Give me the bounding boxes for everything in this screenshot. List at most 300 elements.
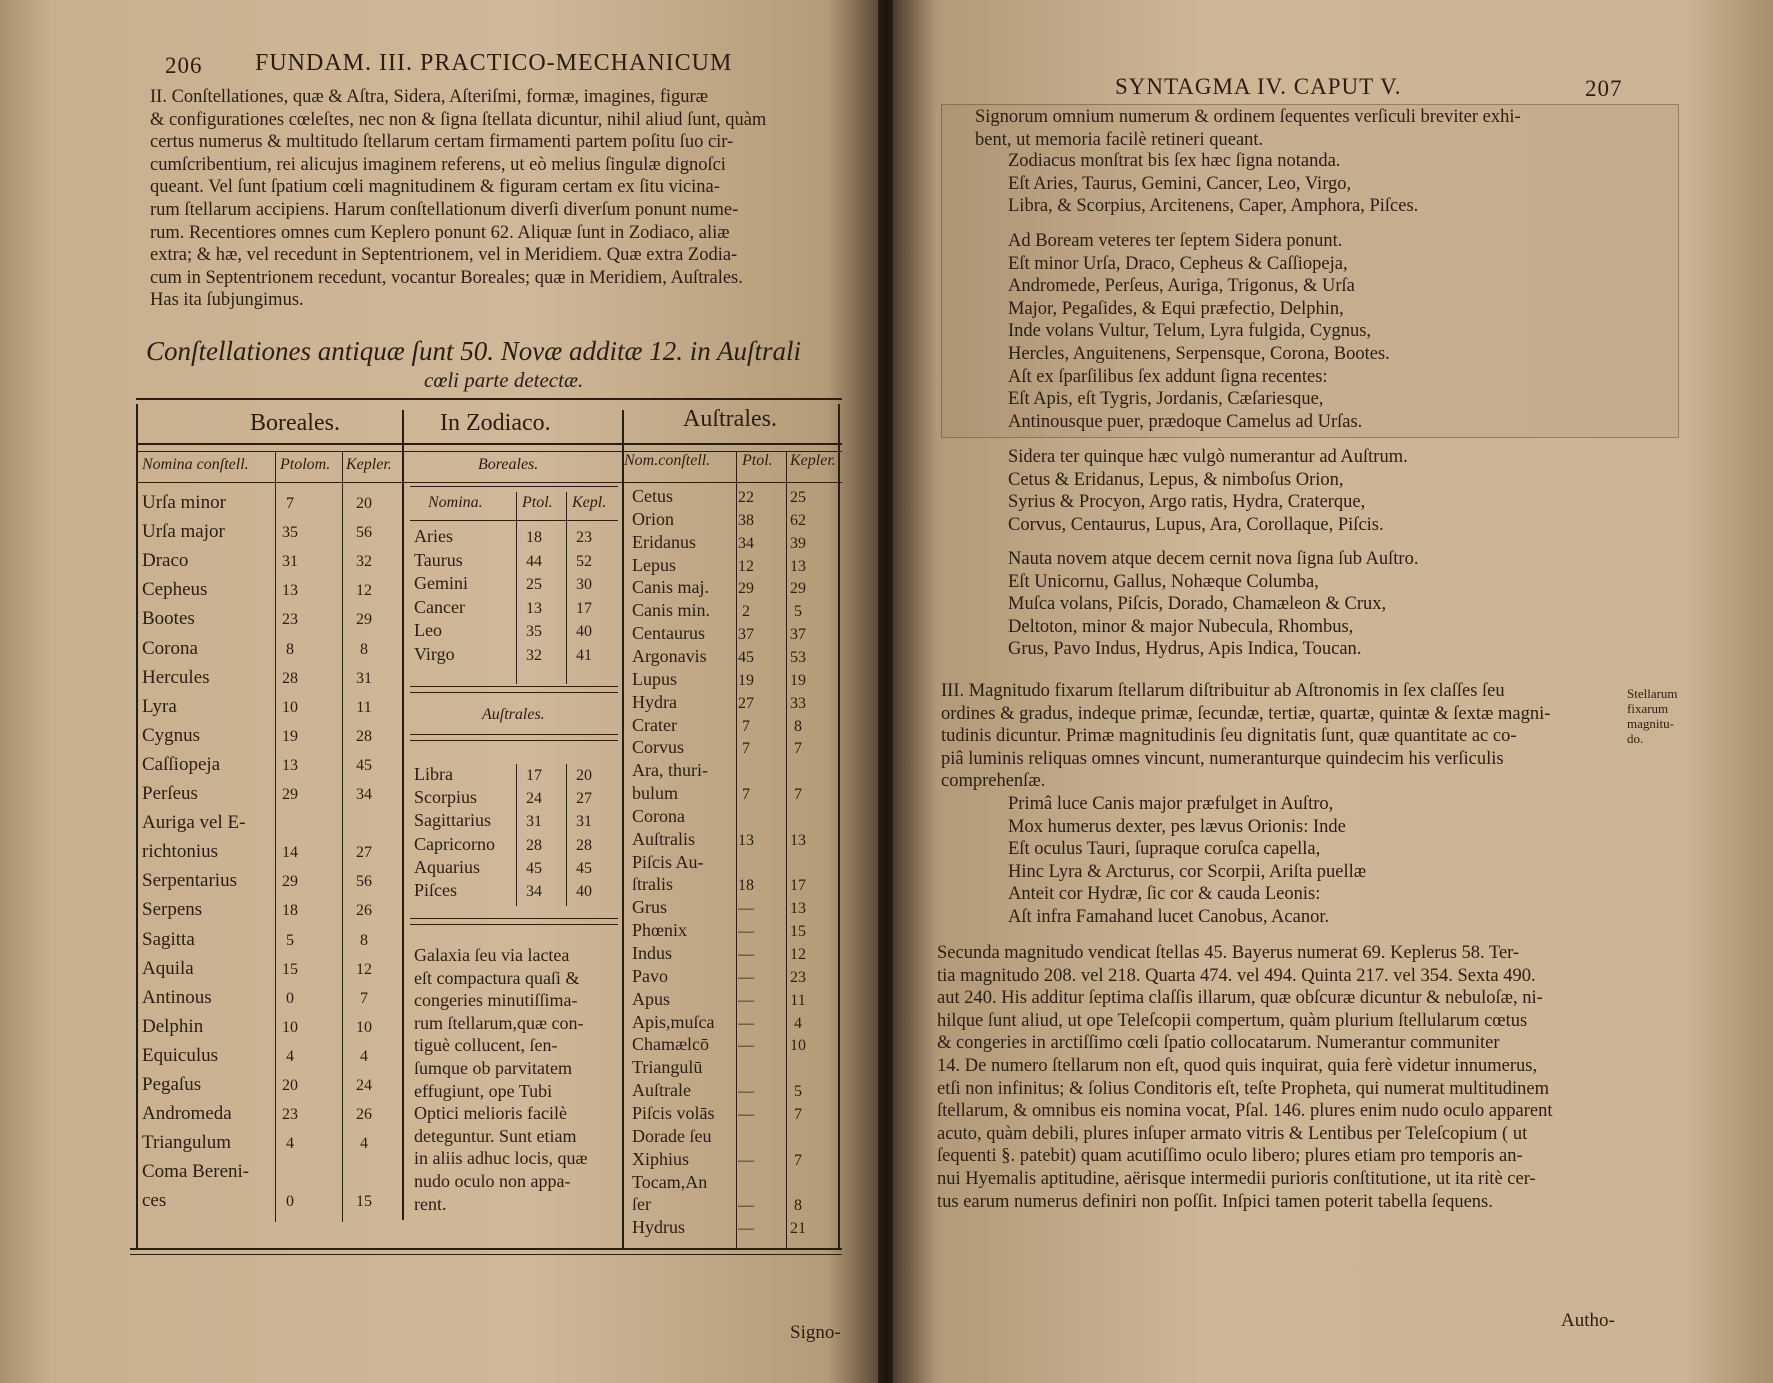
constellation-name: Delphin	[142, 1015, 204, 1037]
kepler-count: 23	[790, 968, 806, 986]
constellation-name: Canis maj.	[632, 577, 709, 598]
kepler-count: 37	[790, 626, 806, 644]
kepler-count: 41	[576, 647, 592, 664]
verse-nova	[1008, 548, 1418, 661]
text-line: tus earum numerus definiri non poſſit. Inſpici tamen poterit tabella ſequens.	[937, 1191, 1493, 1212]
australes-header-name: Nom.conſtell.	[624, 452, 711, 469]
zodiac-rule-6	[410, 740, 618, 741]
constellation-name: Gemini	[414, 573, 468, 594]
constellation-name: Phœnix	[632, 920, 688, 941]
constellation-name: Xiphius	[632, 1148, 690, 1169]
divider-zodiaco-australes	[622, 410, 624, 1248]
constellation-name: Andromeda	[142, 1103, 232, 1125]
kepler-count: 33	[790, 694, 806, 712]
margin-line: Stellarum	[1627, 686, 1678, 701]
text-line: Has ita ſubjungimus.	[150, 290, 304, 311]
text-line: nui Hyemalis aptitudine, aërisque intermedii purioris conſtitutione, ut ita ritè cer-	[937, 1168, 1536, 1189]
text-line: deteguntur. Sunt etiam	[414, 1125, 577, 1146]
text-line: piâ luminis reliquas omnes vincunt, numeranturque quindecim his verſiculis	[941, 748, 1504, 769]
constellation-name: Auriga vel E-	[142, 812, 246, 834]
text-line: nudo oculo non appa-	[414, 1170, 571, 1191]
text-line: Secunda magnitudo vendicat ſtellas 45. Bayerus numerat 69. Keplerus 58. Ter-	[937, 943, 1520, 963]
zodiac-rule-5	[410, 734, 618, 735]
final-paragraph	[937, 942, 1553, 1213]
kepler-count: 26	[356, 902, 372, 920]
table-left-border	[136, 404, 138, 1248]
left-intro-paragraph	[150, 86, 766, 312]
constellation-name: Virgo	[414, 644, 455, 664]
constellation-name: Hercules	[142, 666, 210, 688]
constellation-name: Serpentarius	[142, 870, 237, 892]
right-catchword: Autho-	[1561, 1310, 1615, 1331]
constellation-name: Serpens	[142, 899, 203, 921]
kepler-count: 19	[790, 671, 806, 689]
verse-line: Zodiacus monſtrat bis ſex hæc ſigna notanda.	[1008, 151, 1341, 171]
ptolemy-count: —	[738, 1105, 754, 1123]
constellation-name: Lupus	[632, 668, 677, 689]
kepler-count: 34	[356, 786, 372, 803]
constellation-name: Cetus	[632, 486, 674, 506]
ptolemy-count: 8	[286, 640, 294, 658]
constellation-name: richtonius	[142, 841, 218, 863]
text-line: cumſcribentium, rei alicujus imaginem referens, ut eò melius ſingulæ dignoſci	[150, 154, 726, 175]
australes-header-ptol: Ptol.	[742, 452, 773, 469]
kepler-count: 30	[576, 576, 592, 594]
kepler-count: 56	[356, 873, 372, 891]
text-line: III. Magnitudo fixarum ſtellarum diſtribuitur ab Aſtronomis in ſex claſſes ſeu	[941, 681, 1505, 701]
kepler-count: 10	[790, 1037, 806, 1055]
verse-austral	[1008, 446, 1408, 536]
ptolemy-count: 13	[282, 582, 298, 600]
text-line: extra; & hæ, vel recedunt in Septentrionem, vel in Meridiem. Quæ extra Zodia-	[150, 245, 738, 266]
constellation-name: Pavo	[632, 965, 668, 986]
kepler-count: 26	[356, 1106, 372, 1124]
verse-line: Aſt ex ſparſilibus ſex addunt ſigna recentes:	[1008, 366, 1328, 387]
text-line: Galaxia ſeu via lactea	[414, 945, 570, 965]
text-line: rum. Recentiores omnes cum Keplero ponunt 62. Aliquæ ſunt in Zodiaco, aliæ	[150, 222, 730, 243]
table-section-rule	[136, 443, 842, 445]
kepler-count: 12	[356, 960, 372, 978]
zodiac-rule-4	[410, 692, 618, 693]
verse-line: Inde volans Vultur, Telum, Lyra fulgida, Cygnus,	[1008, 321, 1372, 342]
verse-line: Libra, & Scorpius, Arcitenens, Caper, Amphora, Piſces.	[1008, 196, 1419, 217]
verse-line: Deltoton, minor & major Nubecula, Rhombus,	[1008, 616, 1354, 637]
text-line: tia magnitudo 208. vel 218. Quarta 474. vel 494. Quinta 217. vel 354. Sexta 490.	[937, 965, 1536, 986]
kepler-count: 15	[356, 1193, 372, 1211]
left-catchword: Signo-	[790, 1322, 841, 1343]
kepler-count: 11	[790, 991, 806, 1009]
australes-header-kepl: Kepler.	[790, 452, 836, 469]
verse-line: Eſt Apis, eſt Tygris, Jordanis, Cæſariesque,	[1008, 389, 1324, 410]
kepler-count: 8	[794, 1197, 802, 1215]
text-line: congeries minutiſſima-	[414, 990, 578, 1011]
kepler-count: 39	[790, 534, 806, 552]
zodiac-rule-3	[410, 686, 618, 687]
ptolemy-count: 4	[286, 1047, 294, 1065]
text-line: rum ſtellarum,quæ con-	[414, 1012, 584, 1033]
ptolemy-count: 20	[282, 1077, 298, 1094]
ptolemy-count: 7	[742, 740, 750, 758]
text-line: rum ſtellarum accipiens. Harum conſtellationum diverſi diverſum ponunt nume-	[150, 199, 739, 220]
left-running-head: FUNDAM. III. PRACTICO-MECHANICUM	[255, 50, 733, 76]
ptolemy-count: 23	[282, 611, 298, 629]
verse-line: Aſt infra Famahand lucet Canobus, Acanor.	[1008, 906, 1330, 927]
left-page-number: 206	[165, 53, 203, 78]
kepler-count: 52	[576, 552, 592, 570]
kepler-count: 27	[576, 790, 592, 808]
ptolemy-count: 29	[282, 786, 298, 803]
ptolemy-count: —	[738, 1197, 754, 1215]
table-bottom-rule	[130, 1248, 842, 1250]
zodiac-rule-2	[410, 520, 618, 521]
ptolemy-count: 27	[738, 694, 754, 712]
table-caption-line1: Conſtellationes antiquæ ſunt 50. Novæ additæ 12. in Auſtrali	[146, 336, 802, 366]
ptolemy-count: 17	[526, 767, 542, 784]
kepler-count: 8	[794, 717, 802, 735]
verse-line: Eſt minor Urſa, Draco, Cepheus & Caſſiopeja,	[1008, 253, 1348, 274]
zodiac-rule-7	[410, 918, 618, 919]
constellation-name: Perſeus	[142, 783, 198, 804]
verse-line: Sidera ter quinque hæc vulgò numerantur ad Auſtrum.	[1008, 447, 1408, 467]
ptolemy-count: —	[738, 1014, 754, 1032]
ptolemy-count: —	[738, 991, 754, 1009]
zodiac-sub-australes: Auſtrales.	[482, 706, 545, 723]
kepler-count: 13	[790, 557, 806, 575]
kepler-count: 7	[360, 989, 368, 1007]
constellation-name: Lepus	[632, 554, 676, 575]
kepler-count: 15	[790, 923, 806, 941]
text-line: rent.	[414, 1193, 447, 1214]
ptolemy-count: 0	[286, 1193, 294, 1211]
ptolemy-count: 35	[282, 524, 298, 542]
boreales-header-name: Nomina conſtell.	[142, 456, 249, 473]
constellation-name: Auſtralis	[632, 828, 695, 849]
margin-line: do.	[1627, 731, 1644, 746]
verse-line: Antinousque puer, prædoque Camelus ad Urſas.	[1008, 411, 1363, 432]
zodiac-rule-1	[410, 486, 618, 487]
ptolemy-count: 5	[286, 931, 294, 949]
constellation-name: Sagitta	[142, 928, 195, 950]
kepler-count: 7	[794, 740, 802, 758]
constellation-name: Antinous	[142, 986, 212, 1008]
kepler-count: 45	[576, 859, 592, 877]
constellation-name: Aquila	[142, 957, 194, 979]
verse-first-magnitude	[1008, 793, 1366, 929]
constellation-name: Caſſiopeja	[142, 753, 221, 775]
kepler-count: 5	[794, 603, 802, 621]
text-line: II. Conſtellationes, quæ & Aſtra, Sidera, Aſteriſmi, formæ, imagines, figuræ	[150, 87, 709, 107]
verse-line: Eſt Aries, Taurus, Gemini, Cancer, Leo, Virgo,	[1008, 173, 1352, 194]
constellation-name: Corona	[632, 805, 685, 826]
ptolemy-count: —	[738, 923, 754, 941]
kepler-count: 12	[790, 946, 806, 963]
zodiac-rule-8	[410, 924, 618, 925]
verse-line: Major, Pegaſides, & Equi præfectio, Delphin,	[1008, 298, 1344, 319]
constellation-name: Piſcis volās	[632, 1102, 715, 1123]
ptolemy-count: 31	[526, 813, 542, 831]
constellation-name: Hydra	[632, 691, 677, 712]
ptolemy-count: —	[738, 900, 754, 918]
kepler-count: 40	[576, 883, 592, 900]
constellation-name: Lyra	[142, 695, 177, 717]
ptolemy-count: 28	[526, 836, 542, 854]
divider-boreales-zodiaco	[402, 410, 404, 1220]
verse-line: Grus, Pavo Indus, Hydrus, Apis Indica, Toucan.	[1008, 639, 1362, 660]
constellation-name: Capricorno	[414, 833, 495, 854]
ptolemy-count: 19	[738, 671, 754, 689]
constellation-name: Cancer	[414, 596, 465, 617]
verse-line: Cetus & Eridanus, Lepus, & nimboſus Orion,	[1008, 469, 1344, 490]
kepler-count: 28	[356, 727, 372, 745]
kepler-count: 56	[356, 524, 372, 542]
kepler-count: 28	[576, 836, 592, 854]
text-line: tiguè collucent, ſen-	[414, 1035, 558, 1056]
constellation-name: Scorpius	[414, 787, 477, 808]
kepler-count: 31	[576, 813, 592, 831]
ptolemy-count: —	[738, 1151, 754, 1169]
ptolemy-count: 10	[282, 1018, 298, 1036]
verse-boreal	[1008, 230, 1390, 433]
constellation-name: Triangulū	[632, 1057, 703, 1078]
ptolemy-count: 34	[526, 883, 542, 900]
verse-line: Nauta novem atque decem cernit nova ſigna ſub Auſtro.	[1008, 549, 1419, 569]
verse-line: Mox humerus dexter, pes lævus Orionis: Inde	[1008, 816, 1346, 837]
ptolemy-count: 13	[282, 756, 298, 774]
ptolemy-count: 45	[738, 648, 754, 666]
ptolemy-count: 22	[738, 489, 754, 506]
constellation-name: Hydrus	[632, 1217, 685, 1238]
kepler-count: 20	[356, 495, 372, 512]
ptolemy-count: —	[738, 968, 754, 986]
constellation-name: Piſces	[414, 880, 457, 900]
constellation-name: Indus	[632, 943, 672, 963]
text-line: eſt compactura quaſi &	[414, 967, 580, 988]
verse-line: Eſt oculus Tauri, ſupraque coruſca capella,	[1008, 839, 1321, 860]
ptolemy-count: 13	[526, 599, 542, 617]
constellation-name: Canis min.	[632, 600, 711, 621]
ptolemy-count: 14	[282, 844, 298, 862]
verse-line: Hercles, Anguitenens, Serpensque, Corona, Bootes.	[1008, 343, 1390, 364]
ptolemy-count: 44	[526, 552, 542, 570]
kepler-count: 25	[790, 489, 806, 506]
constellation-name: Argonavis	[632, 645, 707, 666]
ptolemy-count: —	[738, 1037, 754, 1055]
text-line: hilque ſunt aliud, ut ope Teleſcopii compertum, quàm plurium ſtellularum cœtus	[937, 1010, 1528, 1031]
kepler-count: 13	[790, 900, 806, 918]
kepler-count: 7	[794, 786, 802, 804]
kepler-count: 24	[356, 1077, 372, 1094]
ptolemy-count: 0	[286, 989, 294, 1007]
constellation-name: Libra	[414, 764, 453, 784]
table-top-rule	[136, 398, 842, 400]
text-line: ſequenti §. patebit) quam acutiſſimo oculo libero; plures etiam pro temporis an-	[937, 1146, 1523, 1167]
constellation-name: Bootes	[142, 608, 195, 630]
constellation-name: Corvus	[632, 737, 685, 758]
constellation-name: Aries	[414, 526, 453, 546]
kepler-count: 8	[360, 640, 368, 658]
boreales-header-kepl: Kepler.	[346, 456, 392, 473]
constellation-name: Taurus	[414, 549, 463, 570]
constellation-name: Apis,muſca	[632, 1011, 715, 1032]
boreales-col-rule-2	[342, 452, 343, 1222]
constellation-name: Grus	[632, 897, 667, 918]
ptolemy-count: 15	[282, 960, 298, 978]
verse-line: Muſca volans, Piſcis, Dorado, Chamæleon & Crux,	[1008, 594, 1387, 615]
table-bottom-rule-2	[130, 1254, 842, 1255]
kepler-count: 27	[356, 844, 372, 862]
text-line: Signorum omnium numerum & ordinem ſequentes verſiculi breviter exhi-	[975, 107, 1521, 127]
kepler-count: 13	[790, 831, 806, 849]
ptolemy-count: 2	[742, 603, 750, 621]
section-boreales: Boreales.	[250, 410, 340, 436]
ptolemy-count: 45	[526, 859, 542, 877]
constellation-name: Pegaſus	[142, 1074, 202, 1095]
zodiac-header-kepl: Kepl.	[572, 494, 607, 511]
margin-line: fixarum	[1627, 701, 1669, 716]
kepler-count: 17	[790, 877, 806, 895]
kepler-count: 4	[794, 1014, 802, 1032]
text-line: cum in Septentrionem recedunt, vocantur Boreales; quæ in Meridiem, Auſtrales.	[150, 267, 743, 288]
text-line: & configurationes cœleſtes, nec non & ſigna ſtellata dicuntur, nihil aliud ſunt, quàm	[150, 109, 767, 130]
ptolemy-count: —	[738, 946, 754, 963]
verse-line: Anteit cor Hydræ, ſic cor & cauda Leonis:	[1008, 884, 1321, 905]
ptolemy-count: 7	[286, 495, 294, 512]
text-line: queant. Vel ſunt ſpatium cœli magnitudinem & figuram certam ex ſitu vicina-	[150, 177, 720, 198]
constellation-name: Tocam,An	[632, 1171, 708, 1192]
constellation-name: Orion	[632, 508, 674, 529]
text-line: comprehenſæ.	[941, 771, 1046, 792]
verse-line: Hinc Lyra & Arcturus, cor Scorpii, Ariſta puellæ	[1008, 861, 1367, 882]
kepler-count: 8	[360, 931, 368, 949]
text-line: bent, ut memoria facilè retineri queant.	[975, 129, 1264, 150]
constellation-name: Eridanus	[632, 531, 696, 552]
ptolemy-count: 18	[526, 529, 542, 546]
kepler-count: 4	[360, 1135, 368, 1153]
text-line: 14. De numero ſtellarum non eſt, quod quis inquirat, quia ferè videtur innumerus,	[937, 1055, 1538, 1076]
kepler-count: 23	[576, 529, 592, 546]
text-line: Optici melioris facilè	[414, 1103, 567, 1124]
verse-line: Primâ luce Canis major præfulget in Auſtro,	[1008, 794, 1334, 814]
verse-line: Andromede, Perſeus, Auriga, Trigonus, & Urſa	[1008, 276, 1355, 297]
text-line: etſi non infinitus; & ſolius Conditoris eſt, teſte Propheta, qui numerat multitudinem	[937, 1078, 1549, 1099]
constellation-name: Aquarius	[414, 856, 480, 877]
right-intro-paragraph	[975, 106, 1521, 151]
ptolemy-count: 7	[742, 717, 750, 735]
constellation-name: Draco	[142, 550, 189, 572]
kepler-count: 17	[576, 599, 592, 617]
ptolemy-count: 25	[526, 576, 542, 594]
constellation-name: Cygnus	[142, 724, 201, 746]
kepler-count: 45	[356, 756, 372, 774]
right-page-number: 207	[1585, 76, 1623, 101]
kepler-count: 10	[356, 1018, 372, 1036]
constellation-name: Equiculus	[142, 1044, 218, 1066]
table-caption-line2: cœli parte detectæ.	[424, 368, 584, 392]
text-line: in aliis adhuc locis, quæ	[414, 1148, 588, 1169]
zodiac-header-name: Nomina.	[428, 494, 483, 511]
constellation-name: Coma Bereni-	[142, 1161, 250, 1183]
kepler-count: 20	[576, 767, 592, 784]
ptolemy-count: 29	[282, 873, 298, 891]
text-line: tudinis dicuntur. Primæ magnitudinis ſeu dignitatis ſunt, quæ quantitate ac co-	[941, 726, 1517, 747]
margin-line: magnitu-	[1627, 716, 1674, 731]
constellation-name: Urſa major	[142, 521, 225, 543]
kepler-count: 62	[790, 511, 806, 529]
right-page	[893, 0, 1773, 1383]
constellation-name: Piſcis Au-	[632, 851, 704, 872]
kepler-count: 21	[790, 1220, 806, 1238]
constellation-name: Chamælcō	[632, 1034, 709, 1055]
ptolemy-count: 38	[738, 511, 754, 529]
verse-line: Ad Boream veteres ter ſeptem Sidera ponunt.	[1008, 231, 1343, 251]
constellation-name: ſtralis	[632, 874, 673, 895]
kepler-count: 12	[356, 582, 372, 600]
section-iii-paragraph	[941, 680, 1550, 793]
text-line: effugiunt, ope Tubi	[414, 1080, 553, 1101]
ptolemy-count: 23	[282, 1106, 298, 1124]
constellation-name: Dorade ſeu	[632, 1125, 712, 1146]
kepler-count: 5	[794, 1083, 802, 1101]
constellation-name: Apus	[632, 988, 671, 1009]
ptolemy-count: 34	[738, 534, 754, 552]
constellation-name: ces	[142, 1190, 167, 1212]
constellation-name: Crater	[632, 714, 677, 735]
kepler-count: 32	[356, 553, 372, 571]
verse-line: Eſt Unicornu, Gallus, Nohæque Columba,	[1008, 571, 1319, 592]
ptolemy-count: 29	[738, 580, 754, 598]
constellation-name: Auſtrale	[632, 1080, 691, 1101]
verse-zodiac	[1008, 150, 1418, 218]
galaxia-note	[414, 944, 587, 1215]
kepler-count: 7	[794, 1151, 802, 1169]
ptolemy-count: 18	[738, 877, 754, 895]
section-in-zodiaco: In Zodiaco.	[440, 410, 551, 436]
ptolemy-count: 13	[738, 831, 754, 849]
boreales-header-ptol: Ptolom.	[280, 456, 331, 473]
constellation-name: Leo	[414, 620, 442, 641]
kepler-count: 4	[360, 1047, 368, 1065]
constellation-name: Triangulum	[142, 1132, 232, 1154]
constellation-name: Ara, thuri-	[632, 760, 708, 781]
kepler-count: 7	[794, 1105, 802, 1123]
constellation-name: bulum	[632, 783, 679, 804]
ptolemy-count: 32	[526, 647, 542, 664]
zodiac-header-ptol: Ptol.	[522, 494, 553, 511]
kepler-count: 29	[356, 611, 372, 629]
constellation-name: Centaurus	[632, 623, 705, 644]
constellation-name: Corona	[142, 637, 198, 659]
ptolemy-count: —	[738, 1083, 754, 1101]
ptolemy-count: 10	[282, 698, 298, 716]
kepler-count: 40	[576, 623, 592, 641]
section-australes: Auſtrales.	[683, 406, 777, 432]
ptolemy-count: 7	[742, 786, 750, 804]
right-running-head: SYNTAGMA IV. CAPUT V.	[1115, 74, 1402, 99]
text-line: aut 240. His additur ſeptima claſſis illarum, quæ obſcuræ dicuntur & nebuloſæ, ni-	[937, 988, 1543, 1009]
left-page	[0, 0, 880, 1383]
ptolemy-count: 24	[526, 790, 542, 808]
ptolemy-count: 19	[282, 727, 298, 745]
ptolemy-count: 31	[282, 553, 298, 571]
kepler-count: 31	[356, 669, 372, 687]
constellation-name: Sagittarius	[414, 810, 491, 831]
kepler-count: 53	[790, 648, 806, 666]
ptolemy-count: 35	[526, 623, 542, 641]
ptolemy-count: 18	[282, 902, 298, 920]
zodiac-sub-boreales: Boreales.	[478, 456, 539, 473]
text-line: ſtellarum, & omnibus eis nomina vocat, Pſal. 146. plures enim nudo oculo apparent	[937, 1101, 1553, 1122]
kepler-count: 29	[790, 580, 806, 598]
